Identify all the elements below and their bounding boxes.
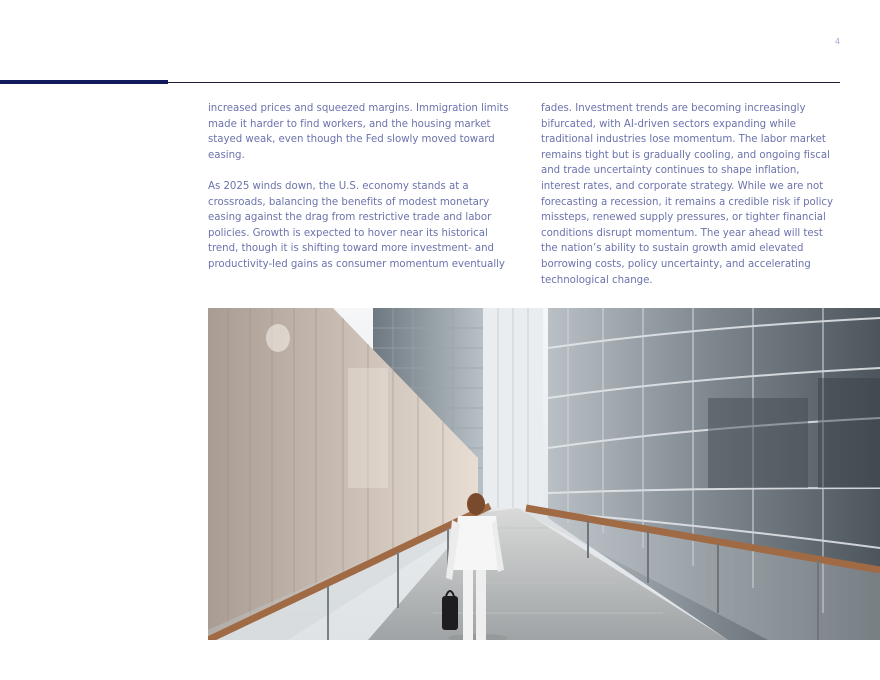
text-column-left — [208, 101, 514, 288]
paragraph: increased prices and squeezed margins. Immigration limits made it harder to find workers, and the housing market stayed weak, even though the Fed slowly moved toward easing. — [208, 103, 509, 161]
header-accent-bar — [0, 80, 168, 84]
photo-illustration — [208, 308, 880, 640]
business-district-photo — [208, 308, 880, 640]
text-column-right — [541, 101, 841, 304]
page-number: 4 — [834, 37, 840, 46]
paragraph: fades. Investment trends are becoming increasingly bifurcated, with AI-driven sectors expanding while traditional industries lose momentum. The labor market remains tight but is gradually cooling, and ongoing fiscal and trade uncertainty continues to shape inflation, interest rates, and corporate strategy. While we are not forecasting a recession, it remains a credible risk if policy missteps, renewed supply pressures, or tighter financial conditions disrupt momentum. The year ahead will test the nation’s ability to sustain growth amid elevated borrowing costs, policy uncertainty, and accelerating technological change. — [541, 103, 833, 286]
paragraph: As 2025 winds down, the U.S. economy stands at a crossroads, balancing the benefits of modest monetary easing against the drag from restrictive trade and labor policies. Growth is expected to hover near its historical trend, though it is shifting toward more investment- and productivity-led gains as consumer momentum eventually — [208, 180, 505, 270]
